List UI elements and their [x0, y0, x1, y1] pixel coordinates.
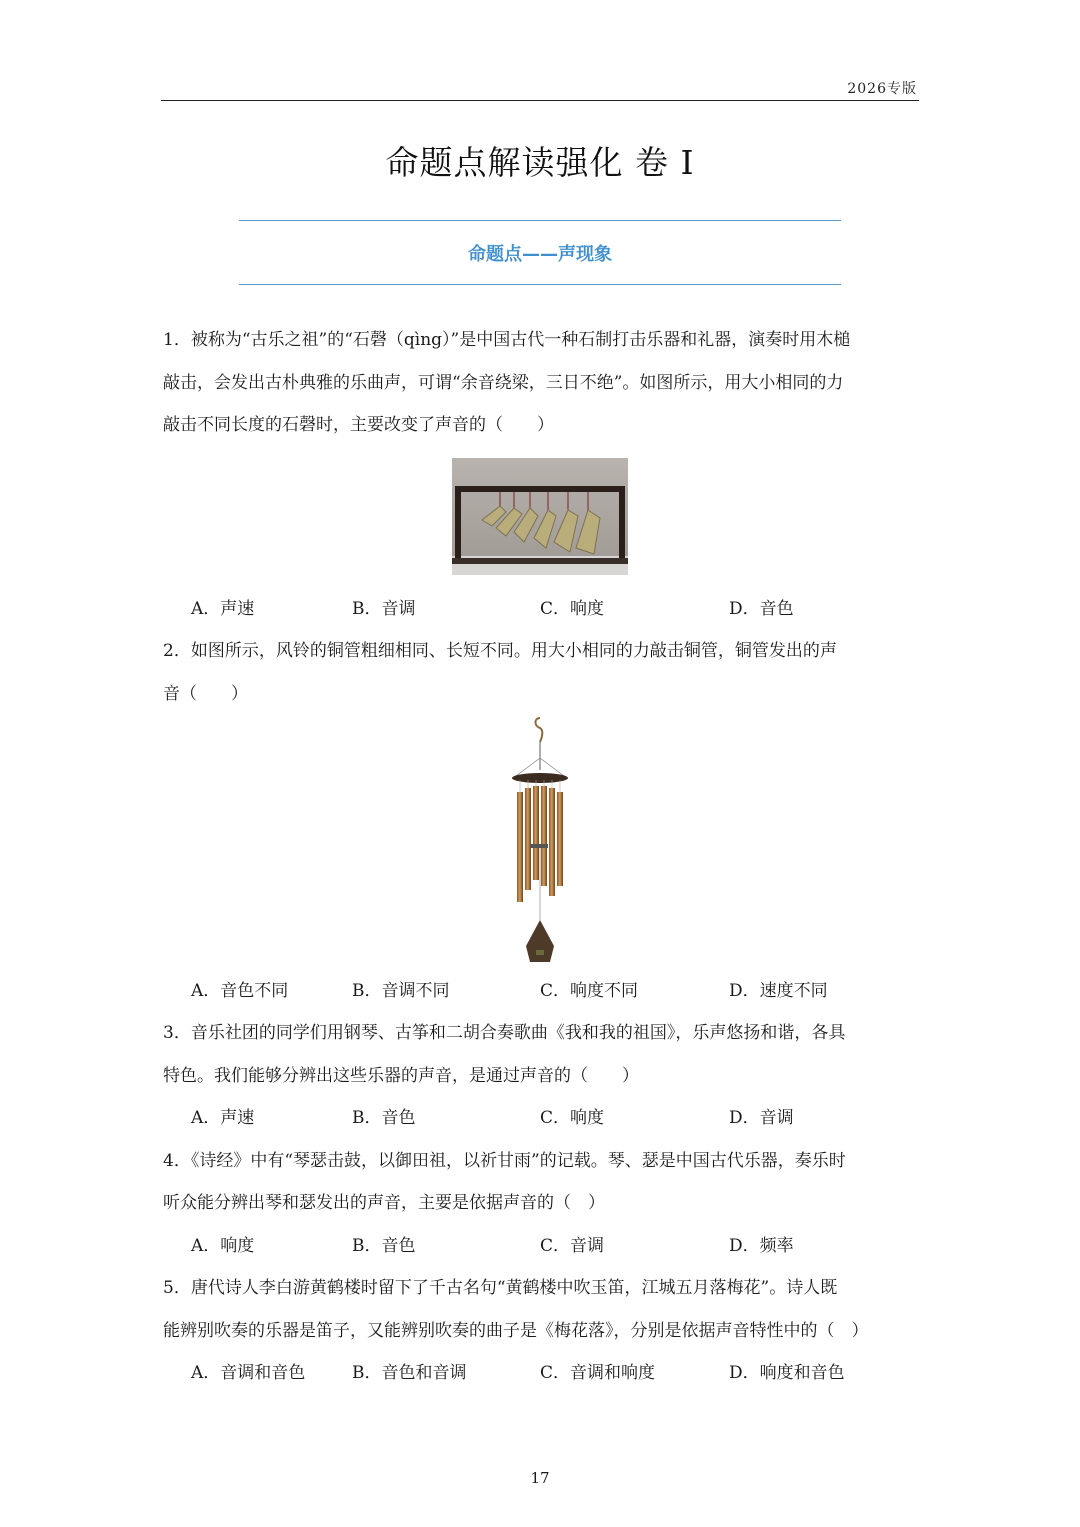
question-4-option-c: C．音调	[540, 1236, 605, 1256]
question-4-line-2: 听众能分辨出琴和瑟发出的声音，主要是依据声音的（ ）	[163, 1193, 605, 1213]
question-3-line-1: 3．音乐社团的同学们用钢琴、古筝和二胡合奏歌曲《我和我的祖国》，乐声悠扬和谐，各具	[163, 1023, 846, 1043]
stone-chime-image	[452, 458, 628, 575]
question-5-line-2: 能辨别吹奏的乐器是笛子，又能辨别吹奏的曲子是《梅花落》，分别是依据声音特性中的（ ）	[163, 1321, 869, 1341]
question-5-line-1: 5．唐代诗人李白游黄鹤楼时留下了千古名句“黄鹤楼中吹玉笛，江城五月落梅花”。诗人既	[163, 1278, 838, 1298]
question-5-option-d: D．响度和音色	[729, 1363, 845, 1383]
question-4-line-1: 4．《诗经》中有“琴瑟击鼓，以御田祖，以祈甘雨”的记载。琴、瑟是中国古代乐器，奏乐时	[163, 1151, 846, 1171]
question-3-option-a: A．声速	[191, 1108, 255, 1128]
question-3-option-d: D．音调	[729, 1108, 794, 1128]
question-1-option-d: D．音色	[729, 599, 794, 619]
page-title: 命题点解读强化 卷 I	[385, 143, 695, 182]
question-3-option-c: C．响度	[540, 1108, 605, 1128]
question-5-option-a: A．音调和音色	[191, 1363, 306, 1383]
question-4-option-a: A．响度	[191, 1236, 255, 1256]
question-4-option-d: D．频率	[729, 1236, 794, 1256]
question-5-option-c: C．音调和响度	[540, 1363, 656, 1383]
question-2-option-d: D．速度不同	[729, 981, 828, 1001]
question-4-option-b: B．音色	[352, 1236, 416, 1256]
question-1-line-2: 敲击，会发出古朴典雅的乐曲声，可谓“余音绕梁，三日不绝”。如图所示，用大小相同的力	[163, 373, 844, 393]
header-rule	[161, 100, 919, 101]
question-1-line-1: 1．被称为“古乐之祖”的“石磬（qìng）”是中国古代一种石制打击乐器和礼器，演奏时用木槌	[163, 330, 851, 350]
section-rule-top	[239, 220, 841, 221]
header-edition: 2026专版	[847, 81, 917, 97]
page-number: 17	[530, 1469, 550, 1487]
wind-chime-image	[500, 714, 580, 970]
question-1-line-3: 敲击不同长度的石磬时，主要改变了声音的（ ）	[163, 415, 554, 435]
question-1-option-c: C．响度	[540, 599, 605, 619]
question-2-option-a: A．音色不同	[191, 981, 289, 1001]
question-2-line-2: 音（ ）	[163, 684, 248, 704]
question-1-option-b: B．音调	[352, 599, 416, 619]
question-1-option-a: A．声速	[191, 599, 255, 619]
section-title: 命题点——声现象	[468, 244, 612, 265]
question-3-option-b: B．音色	[352, 1108, 416, 1128]
question-2-option-c: C．响度不同	[540, 981, 639, 1001]
question-2-line-1: 2．如图所示，风铃的铜管粗细相同、长短不同。用大小相同的力敲击铜管，铜管发出的声	[163, 641, 837, 661]
question-2-option-b: B．音调不同	[352, 981, 450, 1001]
section-rule-bottom	[239, 284, 841, 285]
question-5-option-b: B．音色和音调	[352, 1363, 467, 1383]
question-3-line-2: 特色。我们能够分辨出这些乐器的声音，是通过声音的（ ）	[163, 1066, 639, 1086]
